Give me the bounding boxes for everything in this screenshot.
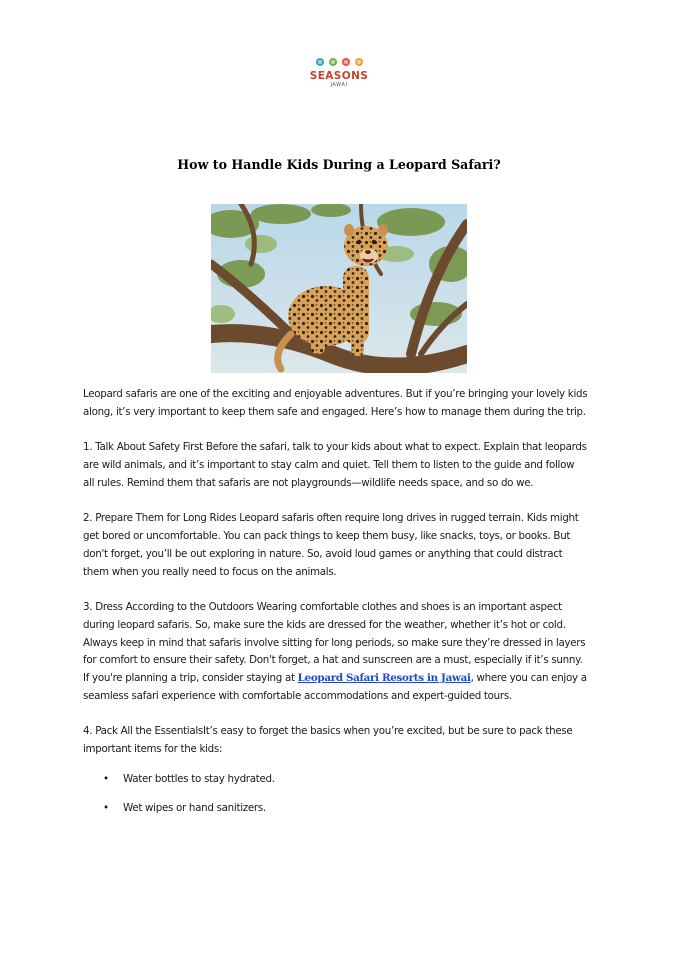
leopard-photo-illustration	[211, 204, 467, 373]
safety-paragraph: 1. Talk About Safety First Before the safari, talk to your kids about what to expect. Explain that leopards are wild animals, and it’s important to stay calm and quiet. Tell them to listen to the guide and follow all rules. Remind them that safaris are not playgrounds—wildlife needs space, and so do we.	[83, 441, 587, 489]
logo-dot-red	[342, 58, 350, 66]
leopard-safari-resorts-link[interactable]: Leopard Safari Resorts in Jawai	[297, 672, 471, 685]
leopard-photo	[211, 204, 467, 373]
essentials-paragraph: 4. Pack All the EssentialsIt’s easy to forget the basics when you’re excited, but be sure to pack these important items for the kids:	[83, 725, 573, 756]
essentials-list	[83, 771, 588, 818]
logo-brand-text: SEASONS	[309, 70, 369, 82]
logo-dot-green	[329, 58, 337, 66]
bullet-icon: •	[103, 772, 109, 785]
seasons-jawai-logo	[300, 58, 378, 92]
bullet-icon: •	[103, 802, 109, 815]
logo-sub-text: JAWAI	[330, 82, 348, 88]
logo-dot-teal	[316, 58, 324, 66]
article-body	[83, 386, 588, 830]
list-item-text: Wet wipes or hand sanitizers.	[123, 802, 266, 815]
intro-paragraph: Leopard safaris are one of the exciting and enjoyable adventures. But if you’re bringing your lovely kids along, it’s very important to keep them safe and engaged. Here’s how to manage them during the trip.	[83, 388, 588, 418]
page-title: How to Handle Kids During a Leopard Safari?	[177, 157, 501, 172]
dress-paragraph-text: 3. Dress According to the Outdoors Wearing comfortable clothes and shoes is an important aspect during leopard safaris. So, make sure the kids are dressed for the weather, whether it’s hot or cold. Always keep in mind that safaris involve sitting for long periods, so make sure they’re dressed in layers for comfort to ensure their safety. Don't forget, a hat and sunscreen are a must, especially if it’s sunny. If you're planning a trip, consider staying at	[83, 600, 586, 685]
list-item	[83, 800, 588, 818]
dress-paragraph-tail: , where you can enjoy a seamless safari experience with comfortable accommodations and expert-guided tours.	[83, 672, 587, 702]
logo-dots	[300, 58, 378, 68]
logo-dot-orange	[355, 58, 363, 66]
long-rides-paragraph: 2. Prepare Them for Long Rides Leopard safaris often require long drives in rugged terrain. Kids might get bored or uncomfortable. You can pack things to keep them busy, like snacks, toys, or books. But don't forget, you’ll be out exploring in nature. So, avoid loud games or anything that could distract them when you really need to focus on the animals.	[83, 512, 579, 578]
list-item-text: Water bottles to stay hydrated.	[123, 772, 275, 785]
list-item	[83, 771, 588, 789]
dress-paragraph	[83, 599, 588, 706]
